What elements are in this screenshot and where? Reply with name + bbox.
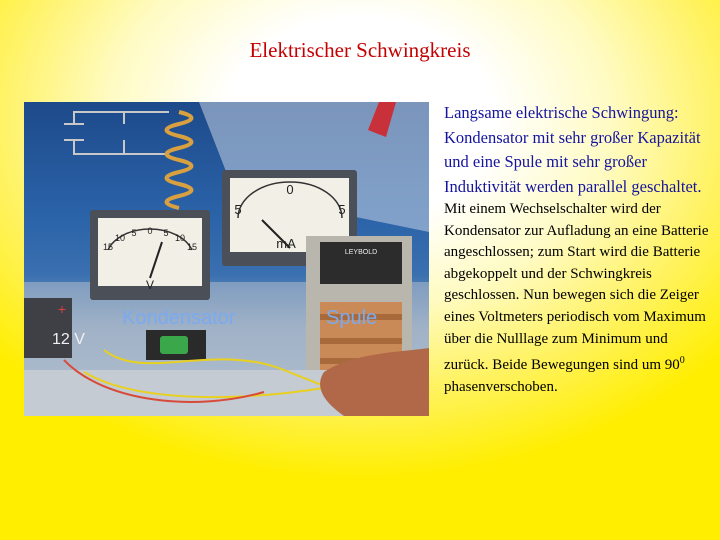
meter-left-tick: 5 xyxy=(163,228,169,238)
battery-plus: + xyxy=(57,301,67,317)
degree-superscript: 0 xyxy=(679,355,685,367)
meter-left-tick: 10 xyxy=(114,233,126,243)
description-column xyxy=(444,101,716,398)
meter-left-tick: 0 xyxy=(147,226,153,236)
meter-right-tick: 5 xyxy=(234,202,242,217)
capacitor-label: Kondensator xyxy=(122,307,236,329)
intro-paragraph: Langsame elektrische Schwingung: Kondensator mit sehr großer Kapazität und eine Spule mit sehr großer Induktivität werden parallel geschaltet. xyxy=(444,103,702,196)
slide-title: Elektrischer Schwingkreis xyxy=(249,38,471,62)
meter-left-tick: 10 xyxy=(174,233,186,243)
meter-right-tick: 0 xyxy=(286,182,294,197)
device-brand: LEYBOLD xyxy=(344,249,378,256)
battery-voltage-label: 12 V xyxy=(52,331,85,348)
meter-left-tick: 5 xyxy=(131,228,137,238)
meter-left-unit: V xyxy=(145,278,155,292)
body-paragraph xyxy=(444,199,716,398)
coil-label: Spule xyxy=(326,307,378,329)
meter-right-tick: 5 xyxy=(338,202,346,217)
meter-left-tick: 15 xyxy=(186,242,198,252)
meter-right-unit: mA xyxy=(276,236,296,251)
body-text-part1: Mit einem Wechselschalter wird der Kondensator zur Aufladung an eine Batterie angeschlossen; zum Start wird die Batterie abgekoppelt und der Schwingkreis geschlossen. Nun bewegen sich die Zeiger eines Voltmeters periodisch vom Maximum über die Nulllage zum Minimum und zurück. Beide Bewegungen sind um 90 xyxy=(444,201,709,374)
body-text-part2: phasenverschoben. xyxy=(444,378,558,395)
experiment-photo xyxy=(24,102,429,416)
experiment-photo-drawing xyxy=(24,102,429,416)
meter-left-tick: 15 xyxy=(102,242,114,252)
